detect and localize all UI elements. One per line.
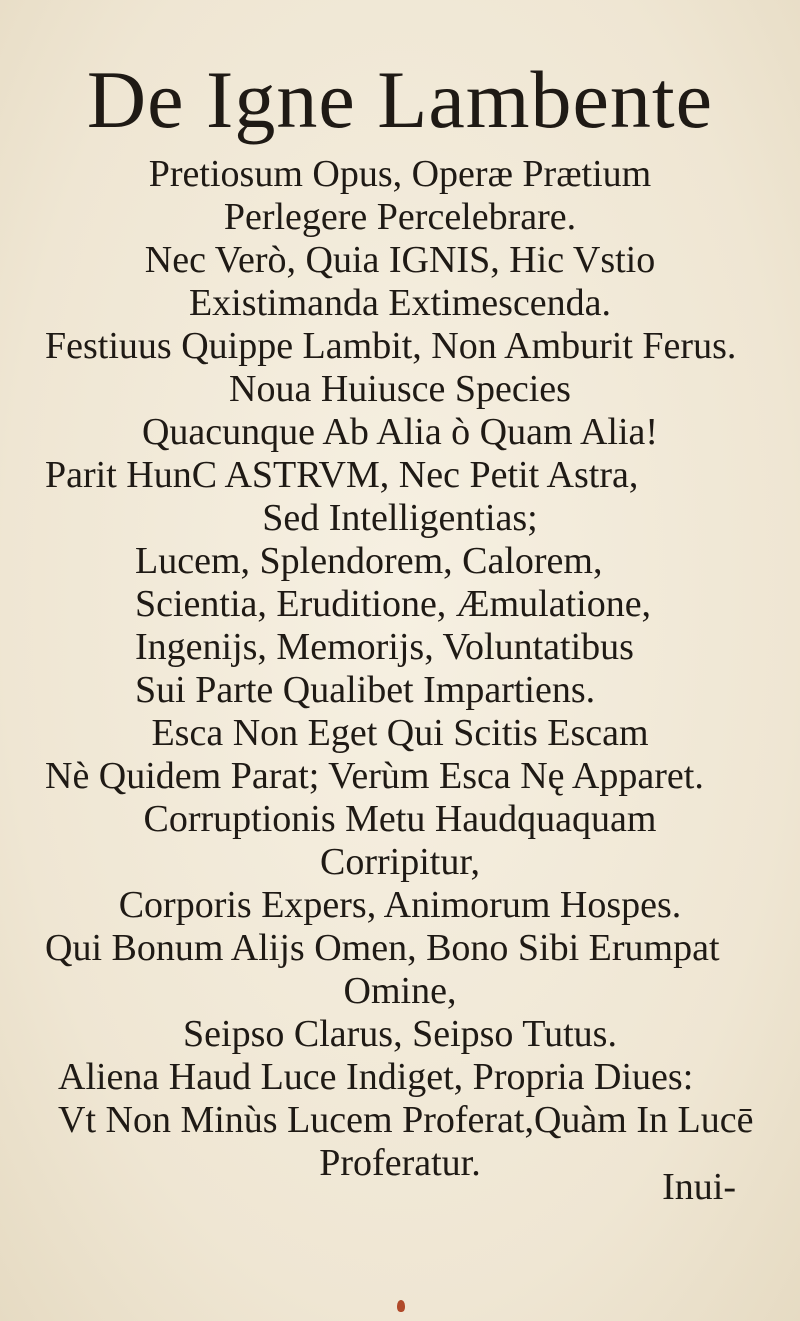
text-line-1: Pretiosum Opus, Operæ Prætium bbox=[148, 153, 652, 195]
catchword: Inui- bbox=[662, 1166, 736, 1208]
text-line-19: Qui Bonum Alijs Omen, Bono Sibi Erumpat bbox=[45, 927, 720, 969]
page-title: De Igne Lambente bbox=[86, 54, 714, 145]
text-line-22: Aliena Haud Luce Indiget, Propria Diues: bbox=[58, 1056, 694, 1098]
text-line-3: Nec Verò, Quia IGNIS, Hic Vstio bbox=[144, 239, 656, 281]
text-line-8: Parit HunC ASTRVM, Nec Petit Astra, bbox=[45, 454, 639, 496]
text-line-11: Scientia, Eruditione, Æmulatione, bbox=[135, 583, 652, 625]
text-line-14: Esca Non Eget Qui Scitis Escam bbox=[151, 712, 649, 754]
text-line-15: Nè Quidem Parat; Verùm Esca Nę Apparet. bbox=[45, 755, 704, 797]
text-line-2: Perlegere Percelebrare. bbox=[223, 196, 577, 238]
text-line-16: Corruptionis Metu Haudquaquam bbox=[143, 798, 657, 840]
text-line-18: Corporis Expers, Animorum Hospes. bbox=[118, 884, 682, 926]
text-line-12: Ingenijs, Memorijs, Voluntatibus bbox=[135, 626, 634, 668]
text-line-23: Vt Non Minùs Lucem Proferat,Quàm In Lucē bbox=[58, 1099, 754, 1141]
text-line-20: Omine, bbox=[343, 970, 457, 1012]
text-line-5: Festiuus Quippe Lambit, Non Amburit Ferus. bbox=[45, 325, 737, 367]
text-line-10: Lucem, Splendorem, Calorem, bbox=[135, 540, 603, 582]
text-line-7: Quacunque Ab Alia ò Quam Alia! bbox=[141, 411, 659, 453]
text-line-13: Sui Parte Qualibet Impartiens. bbox=[135, 669, 596, 711]
text-line-21: Seipso Clarus, Seipso Tutus. bbox=[183, 1013, 617, 1055]
text-line-6: Noua Huiusce Species bbox=[229, 368, 571, 410]
text-line-4: Existimanda Extimescenda. bbox=[188, 282, 612, 324]
text-line-24: Proferatur. bbox=[319, 1142, 481, 1184]
ink-spot bbox=[397, 1300, 405, 1312]
text-line-17: Corripitur, bbox=[320, 841, 480, 883]
text-line-9: Sed Intelligentias; bbox=[262, 497, 538, 539]
